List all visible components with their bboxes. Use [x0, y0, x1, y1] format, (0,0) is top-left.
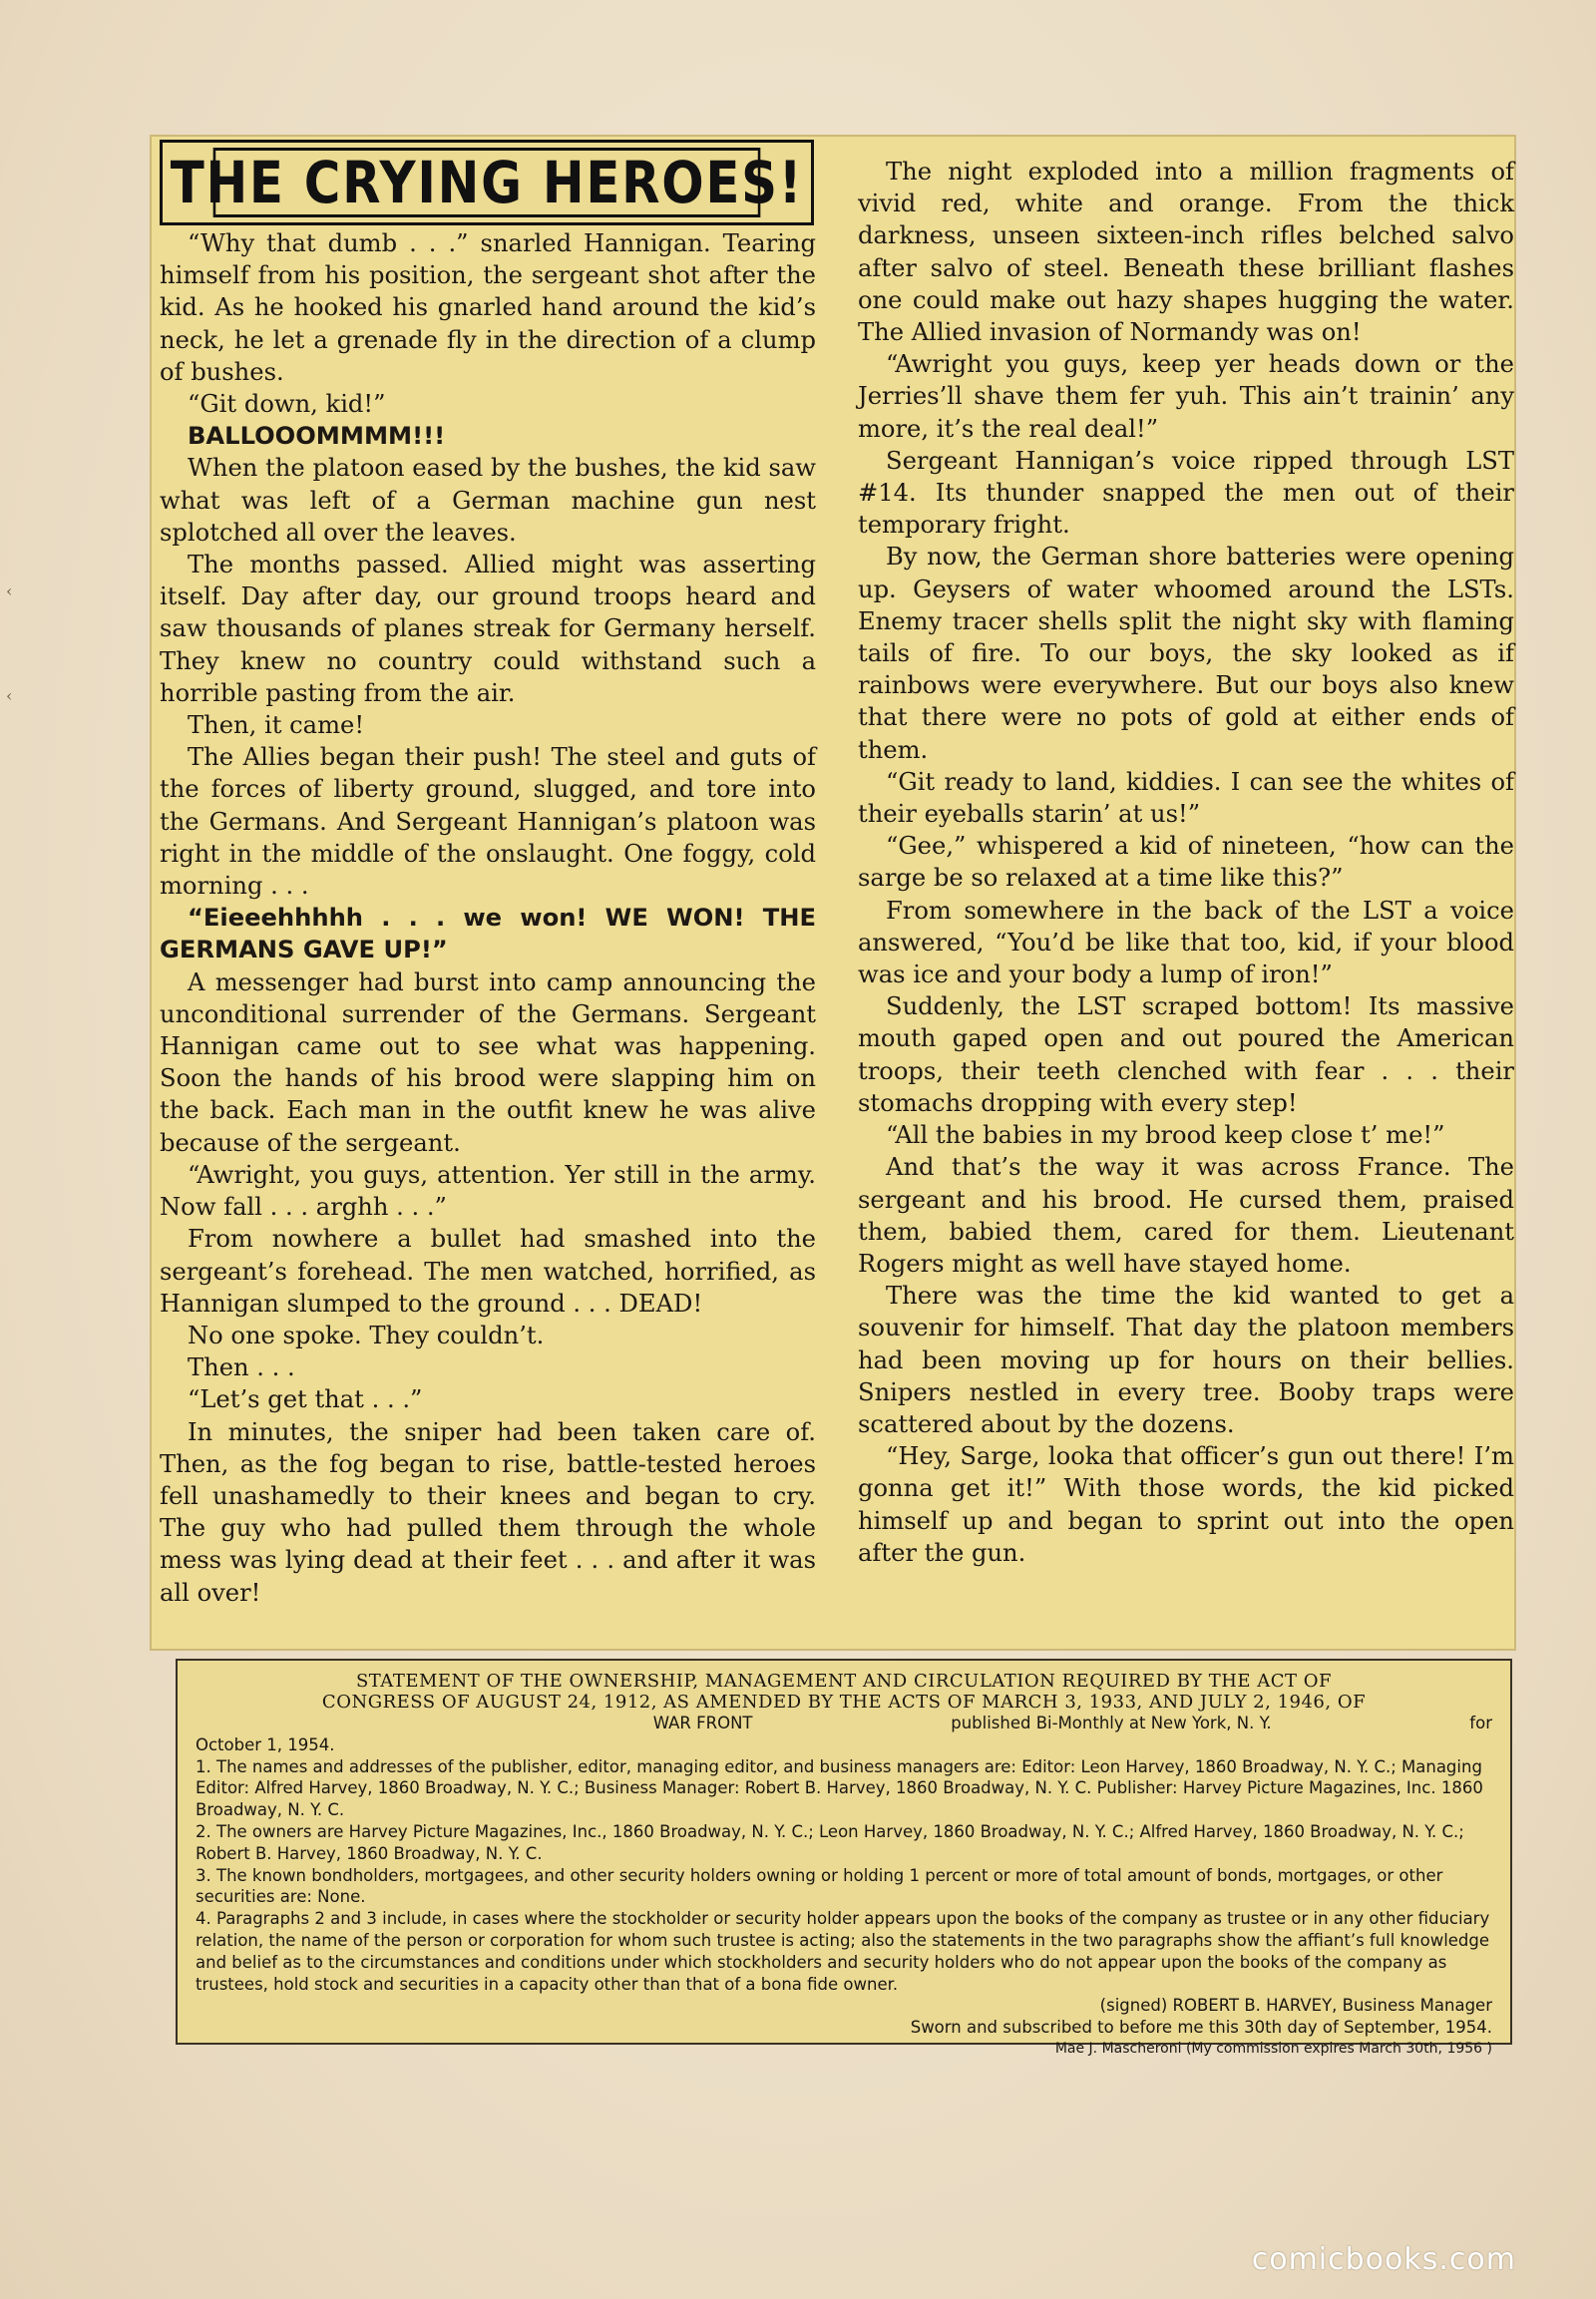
notary-line: Mae J. Mascheroni (My commission expires March 30th, 1956 ) [1054, 2040, 1492, 2057]
statement-item: 3. The known bondholders, mortgagees, and other security holders owning or holding 1 percent or more of total amount of bonds, mortgages, or other securities are: None. [196, 1865, 1443, 1907]
statement-header-line: STATEMENT OF THE OWNERSHIP, MANAGEMENT AND CIRCULATION REQUIRED BY THE ACT OF [355, 1671, 1333, 1692]
paragraph: By now, the German shore batteries were opening up. Geysers of water whoomed around the LSTs. Enemy tracer shells split the night sky with flaming tails of fire. To our boys, the sky looked as if rainbows were everywhere. But our boys also knew that there were no pots of gold at either ends of them. [858, 543, 1514, 764]
statement-item: 2. The owners are Harvey Picture Magazines, Inc., 1860 Broadway, N. Y. C.; Leon Harvey, 1860 Broadway, N. Y. C.; Alfred Harvey, 1860 Broadway, N. Y. C.; Robert B. Harvey, 1860 Broadway, N. Y. C. [196, 1821, 1464, 1863]
site-watermark: comicbooks.com [1251, 2242, 1516, 2277]
publication-for: for [1469, 1714, 1492, 1732]
paragraph: From nowhere a bullet had smashed into the sergeant’s forehead. The men watched, horrified, as Hannigan slumped to the ground . . . DEAD! [160, 1225, 816, 1318]
publication-name: WAR FRONT [652, 1714, 753, 1732]
paragraph: When the platoon eased by the bushes, the kid saw what was left of a German machine gun nest splotched all over the leaves. [160, 454, 816, 547]
paragraph: “Why that dumb . . .” snarled Hannigan. Tearing himself from his position, the sergeant shot after the kid. As he hooked his gnarled hand around the kid’s neck, he let a grenade fly in the direction of a clump of bushes. [160, 229, 816, 386]
paragraph: BALLOOOMMMM!!! [188, 422, 446, 451]
paragraph: “Let’s get that . . .” [188, 1385, 423, 1414]
paragraph: And that’s the way it was across France. The sergeant and his brood. He cursed them, praised them, babied them, cared for them. Lieutenant Rogers might as well have stayed home. [858, 1153, 1514, 1278]
ownership-statement [176, 1659, 1512, 2057]
paragraph: “Git ready to land, kiddies. I can see the whites of their eyeballs starin’ at us!” [858, 767, 1514, 829]
binding-mark: ‹ [6, 686, 13, 705]
statement-sworn: Sworn and subscribed to before me this 30th day of September, 1954. [910, 2018, 1492, 2038]
right-column [858, 156, 1514, 1569]
statement-date: October 1, 1954. [196, 1734, 335, 1754]
left-column [160, 227, 816, 1609]
paragraph: Suddenly, the LST scraped bottom! Its massive mouth gaped open and out poured the American troops, their teeth clenched with fear . . . their stomachs dropping with every step! [858, 992, 1514, 1117]
statement-header-line: CONGRESS OF AUGUST 24, 1912, AS AMENDED BY THE ACTS OF MARCH 3, 1933, AND JULY 2, 1946, OF [321, 1692, 1367, 1713]
paragraph: “Git down, kid!” [188, 390, 386, 419]
paragraph: “Awright you guys, keep yer heads down or the Jerries’ll shave them fer yuh. This ain’t trainin’ any more, it’s the real deal!” [858, 350, 1514, 443]
paragraph: A messenger had burst into camp announcing the unconditional surrender of the Germans. Sergeant Hannigan came out to see what was happening. Soon the hands of his brood were slapping him on the back. Each man in the outfit knew he was alive because of the sergeant. [160, 967, 816, 1157]
paragraph: “Gee,” whispered a kid of nineteen, “how can the sarge be so relaxed at a time like this?” [858, 832, 1514, 893]
paragraph: Then . . . [188, 1353, 295, 1382]
paragraph: No one spoke. They couldn’t. [188, 1321, 545, 1349]
publication-frequency: published Bi-Monthly at New York, N. Y. [951, 1714, 1272, 1732]
paragraph: The Allies began their push! The steel and guts of the forces of liberty ground, slugged, and tore into the Germans. And Sergeant Hannigan’s platoon was right in the middle of the onslaught. One foggy, cold morning . . . [160, 743, 816, 901]
statement-item: 4. Paragraphs 2 and 3 include, in cases where the stockholder or security holder appears upon the books of the company as trustee or in any other fiduciary relation, the name of the person or corporation for whom such trustee is acting; also the statements in the two paragraphs show the affiant’s full knowledge and belief as to the circumstances and conditions under which stockholders and security holders who do not appear upon the books of the company as trustees, hold stock and securities in a capacity other than that of a bona fide owner. [196, 1909, 1490, 1994]
paragraph: Sergeant Hannigan’s voice ripped through LST #14. Its thunder snapped the men out of their temporary fright. [858, 446, 1514, 540]
paragraph: “All the babies in my brood keep close t’ me!” [886, 1121, 1445, 1150]
publication-row [196, 1713, 1492, 1734]
paragraph: There was the time the kid wanted to get a souvenir for himself. That day the platoon members had been moving up for hours on their bellies. Snipers nestled in every tree. Booby traps were scattered about by the dozens. [858, 1282, 1514, 1438]
paragraph: The night exploded into a million fragments of vivid red, white and orange. From the thick darkness, unseen sixteen-inch rifles belched salvo after salvo of steel. Beneath these brilliant flashes one could make out hazy shapes hugging the water. The Allied invasion of Normandy was on! [858, 158, 1514, 347]
paragraph: In minutes, the sniper had been taken care of. Then, as the fog began to rise, battle-tested heroes fell unashamedly to their knees and began to cry. The guy who had pulled them through the whole mess was lying dead at their feet . . . and after it was all over! [160, 1417, 816, 1607]
paragraph: Then, it came! [188, 711, 365, 740]
story-title: THE CRYING HEROES! [170, 149, 804, 216]
binding-mark: ‹ [6, 581, 13, 600]
paragraph: “Hey, Sarge, looka that officer’s gun out there! I’m gonna get it!” With those words, the kid picked himself up and began to sprint out into the open after the gun. [858, 1442, 1514, 1567]
paragraph: The months passed. Allied might was asserting itself. Day after day, our ground troops heard and saw thousands of planes streak for Germany herself. They knew no country could withstand such a horrible pasting from the air. [160, 551, 816, 707]
title-box [160, 140, 814, 225]
statement-signature: (signed) ROBERT B. HARVEY, Business Manager [1099, 1996, 1492, 2016]
paragraph: “Awright, you guys, attention. Yer still in the army. Now fall . . . arghh . . .” [160, 1160, 816, 1222]
paragraph: “Eieeehhhhh . . . we won! WE WON! THE GERMANS GAVE UP!” [160, 904, 816, 964]
statement-item: 1. The names and addresses of the publisher, editor, managing editor, and business managers are: Editor: Leon Harvey, 1860 Broadway, N. Y. C.; Managing Editor: Alfred Harvey, 1860 Broadway, N. Y. C.; Business Manager: Robert B. Harvey, 1860 Broadway, N. Y. C. Publisher: Harvey Picture Magazines, Inc. 1860 Broadway, N. Y. C. [196, 1756, 1483, 1820]
paragraph: From somewhere in the back of the LST a voice answered, “You’d be like that too, kid, if your blood was ice and your body a lump of iron!” [858, 896, 1514, 989]
